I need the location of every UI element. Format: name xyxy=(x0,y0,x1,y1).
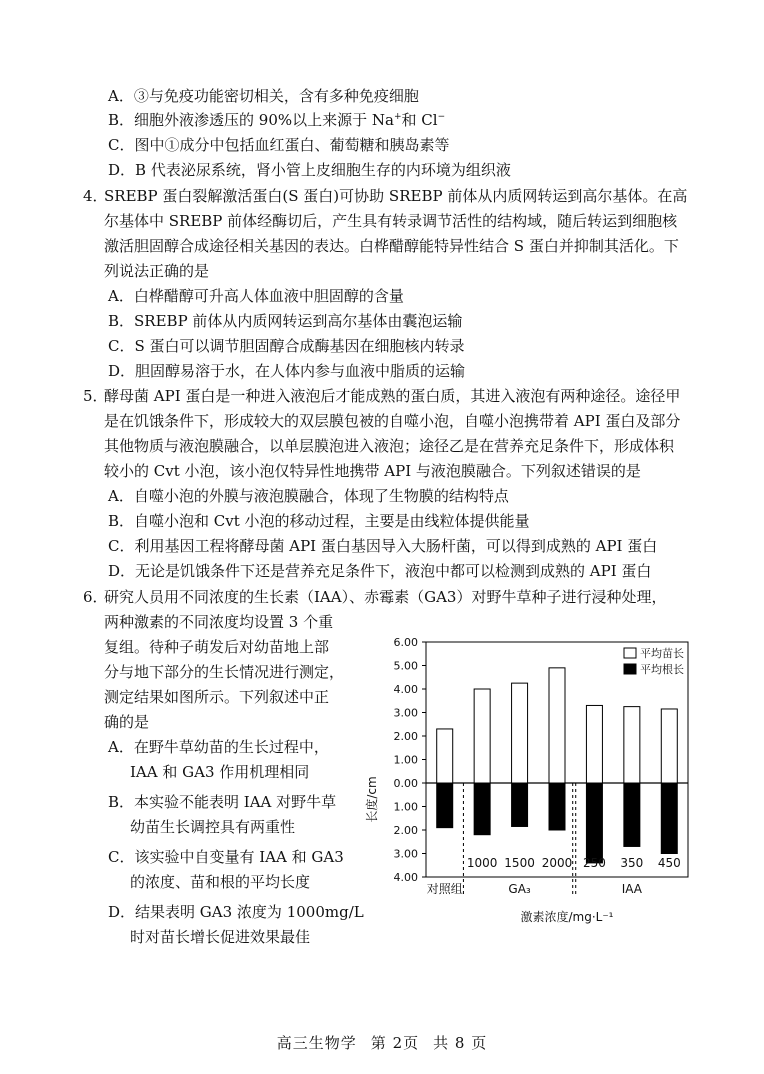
q6-option-d-line2: 时对苗长增长促进效果最佳 xyxy=(130,928,311,946)
bar-seedling-length xyxy=(437,729,453,783)
q6-stem-line6: 确的是 xyxy=(104,713,150,731)
q6-stem-line4: 分与地下部分的生长情况进行测定， xyxy=(104,663,345,681)
q6-option-c-line2: 的浓度、苗和根的平均长度 xyxy=(130,873,311,891)
q5-option-c: C．利用基因工程将酵母菌 API 蛋白基因导入大肠杆菌，可以得到成熟的 API 蛋白 xyxy=(108,537,658,555)
footer-total-pages: 共 8 页 xyxy=(433,1034,488,1052)
bar-root-length xyxy=(549,783,565,830)
x-tick-label: 2000 xyxy=(541,856,573,870)
q5-stem-line1: 酵母菌 API 蛋白是一种进入液泡后才能成熟的蛋白质，其进入液泡有两种途径。途径甲 xyxy=(104,387,681,405)
bar-root-length xyxy=(624,783,640,846)
bar-seedling-length xyxy=(474,689,490,783)
q5-option-a: A．自噬小泡的外膜与液泡膜融合，体现了生物膜的结构特点 xyxy=(108,487,509,505)
q3-option-b-mid: 和 Cl xyxy=(401,111,438,129)
legend-swatch-seedling xyxy=(624,648,636,658)
footer-subject: 高三生物学 xyxy=(276,1034,357,1052)
y-tick-label: 4.00 xyxy=(393,683,418,696)
q6-option-a-line1: A．在野牛草幼苗的生长过程中， xyxy=(108,738,329,756)
q3-option-b-sup1: + xyxy=(393,112,402,122)
x-tick-label: 250 xyxy=(582,856,606,870)
bar-root-length xyxy=(661,783,677,854)
q4-stem-line4: 列说法正确的是 xyxy=(104,262,210,280)
y-tick-label: 2.00 xyxy=(393,824,418,837)
q3-option-b xyxy=(108,110,445,130)
bar-seedling-length xyxy=(512,683,528,783)
x-axis-label: 激素浓度/mg·L⁻¹ xyxy=(520,910,614,924)
q4-option-c: C．S 蛋白可以调节胆固醇合成酶基因在细胞核内转录 xyxy=(108,337,465,355)
footer-page-number: 第 2页 xyxy=(370,1034,420,1052)
legend-label-seedling: 平均苗长 xyxy=(640,647,684,660)
y-axis-label: 长度/cm xyxy=(365,776,379,823)
q5-option-d: D．无论是饥饿条件下还是营养充足条件下，液泡中都可以检测到成熟的 API 蛋白 xyxy=(108,562,652,580)
q5-stem-line3: 其他物质与液泡膜融合，以单层膜泡进入液泡；途径乙是在营养充足条件下，形成体积 xyxy=(104,437,675,455)
q4-option-d: D．胆固醇易溶于水，在人体内参与血液中脂质的运输 xyxy=(108,362,466,380)
bar-seedling-length xyxy=(624,707,640,783)
q3-option-b-text: B．细胞外液渗透压的 90%以上来源于 Na xyxy=(108,111,394,129)
q3-option-a: A．③与免疫功能密切相关，含有多种免疫细胞 xyxy=(108,87,419,105)
y-tick-label: 5.00 xyxy=(393,659,418,673)
q3-option-d: D．B 代表泌尿系统，肾小管上皮细胞生存的内环境为组织液 xyxy=(108,161,511,179)
legend-label-root: 平均根长 xyxy=(640,663,684,676)
y-tick-label: 4.00 xyxy=(393,871,418,884)
hormone-length-bar-chart xyxy=(362,630,702,930)
q6-option-d-line1: D．结果表明 GA3 浓度为 1000mg/L xyxy=(108,903,364,921)
y-tick-label: 3.00 xyxy=(393,706,418,720)
q3-option-c: C．图中①成分中包括血红蛋白、葡萄糖和胰岛素等 xyxy=(108,136,450,154)
q5-number: 5． xyxy=(83,387,108,405)
q6-option-c-line1: C．该实验中自变量有 IAA 和 GA3 xyxy=(108,848,344,866)
page-footer xyxy=(0,1032,764,1053)
x-tick-label: 450 xyxy=(657,856,681,870)
q6-stem-line5: 测定结果如图所示。下列叙述中正 xyxy=(104,688,330,706)
q4-option-b: B．SREBP 前体从内质网转运到高尔基体由囊泡运输 xyxy=(108,312,463,330)
bar-root-length xyxy=(586,783,602,863)
x-tick-label: 1000 xyxy=(466,856,498,870)
y-tick-label: 3.00 xyxy=(393,847,418,861)
bar-seedling-length xyxy=(586,705,602,783)
q5-stem-line2: 是在饥饿条件下，形成较大的双层膜包被的自噬小泡，自噬小泡携带着 API 蛋白及部分 xyxy=(104,412,681,430)
q6-number: 6． xyxy=(83,588,108,606)
bar-root-length xyxy=(474,783,490,835)
q6-option-b-line2: 幼苗生长调控具有两重性 xyxy=(130,818,296,836)
x-group-label: IAA xyxy=(621,882,643,896)
y-tick-label: 1.00 xyxy=(393,800,418,814)
bar-seedling-length xyxy=(661,709,677,783)
y-tick-label: 2.00 xyxy=(393,730,418,743)
x-group-label: 对照组 xyxy=(426,882,463,896)
q6-stem-line2: 两种激素的不同浓度均设置 3 个重 xyxy=(104,613,334,631)
q6-stem-line1: 研究人员用不同浓度的生长素（IAA）、赤霉素（GA3）对野牛草种子进行浸种处理， xyxy=(104,588,667,606)
y-tick-label: 0.00 xyxy=(393,777,418,790)
q5-stem-line4: 较小的 Cvt 小泡，该小泡仅特异性地携带 API 与液泡膜融合。下列叙述错误的是 xyxy=(104,462,641,480)
q4-option-a: A．白桦醋醇可升高人体血液中胆固醇的含量 xyxy=(108,287,404,305)
y-tick-label: 6.00 xyxy=(393,636,418,649)
q4-stem-line1: SREBP 蛋白裂解激活蛋白(S 蛋白)可协助 SREBP 前体从内质网转运到高尔基体。在高 xyxy=(104,187,688,205)
legend-swatch-root xyxy=(624,664,636,674)
bar-root-length xyxy=(437,783,453,828)
q4-number: 4． xyxy=(83,187,108,205)
q6-stem-line3: 复组。待种子萌发后对幼苗地上部 xyxy=(104,638,330,656)
q3-option-b-sup2: − xyxy=(437,112,446,122)
q4-stem-line2: 尔基体中 SREBP 前体经酶切后，产生具有转录调节活性的结构域，随后转运到细胞核 xyxy=(104,212,678,230)
x-group-label: GA₃ xyxy=(508,882,531,896)
q6-option-b-line1: B．本实验不能表明 IAA 对野牛草 xyxy=(108,793,337,811)
x-tick-label: 1500 xyxy=(504,856,535,870)
q6-option-a-line2: IAA 和 GA3 作用机理相同 xyxy=(130,763,310,781)
bar-seedling-length xyxy=(549,668,565,783)
x-tick-label: 350 xyxy=(620,856,644,870)
q5-option-b: B．自噬小泡和 Cvt 小泡的移动过程，主要是由线粒体提供能量 xyxy=(108,512,530,530)
bar-root-length xyxy=(512,783,528,826)
q4-stem-line3: 激活胆固醇合成途径相关基因的表达。白桦醋醇能特异性结合 S 蛋白并抑制其活化。下 xyxy=(104,237,679,255)
y-tick-label: 1.00 xyxy=(393,753,418,767)
